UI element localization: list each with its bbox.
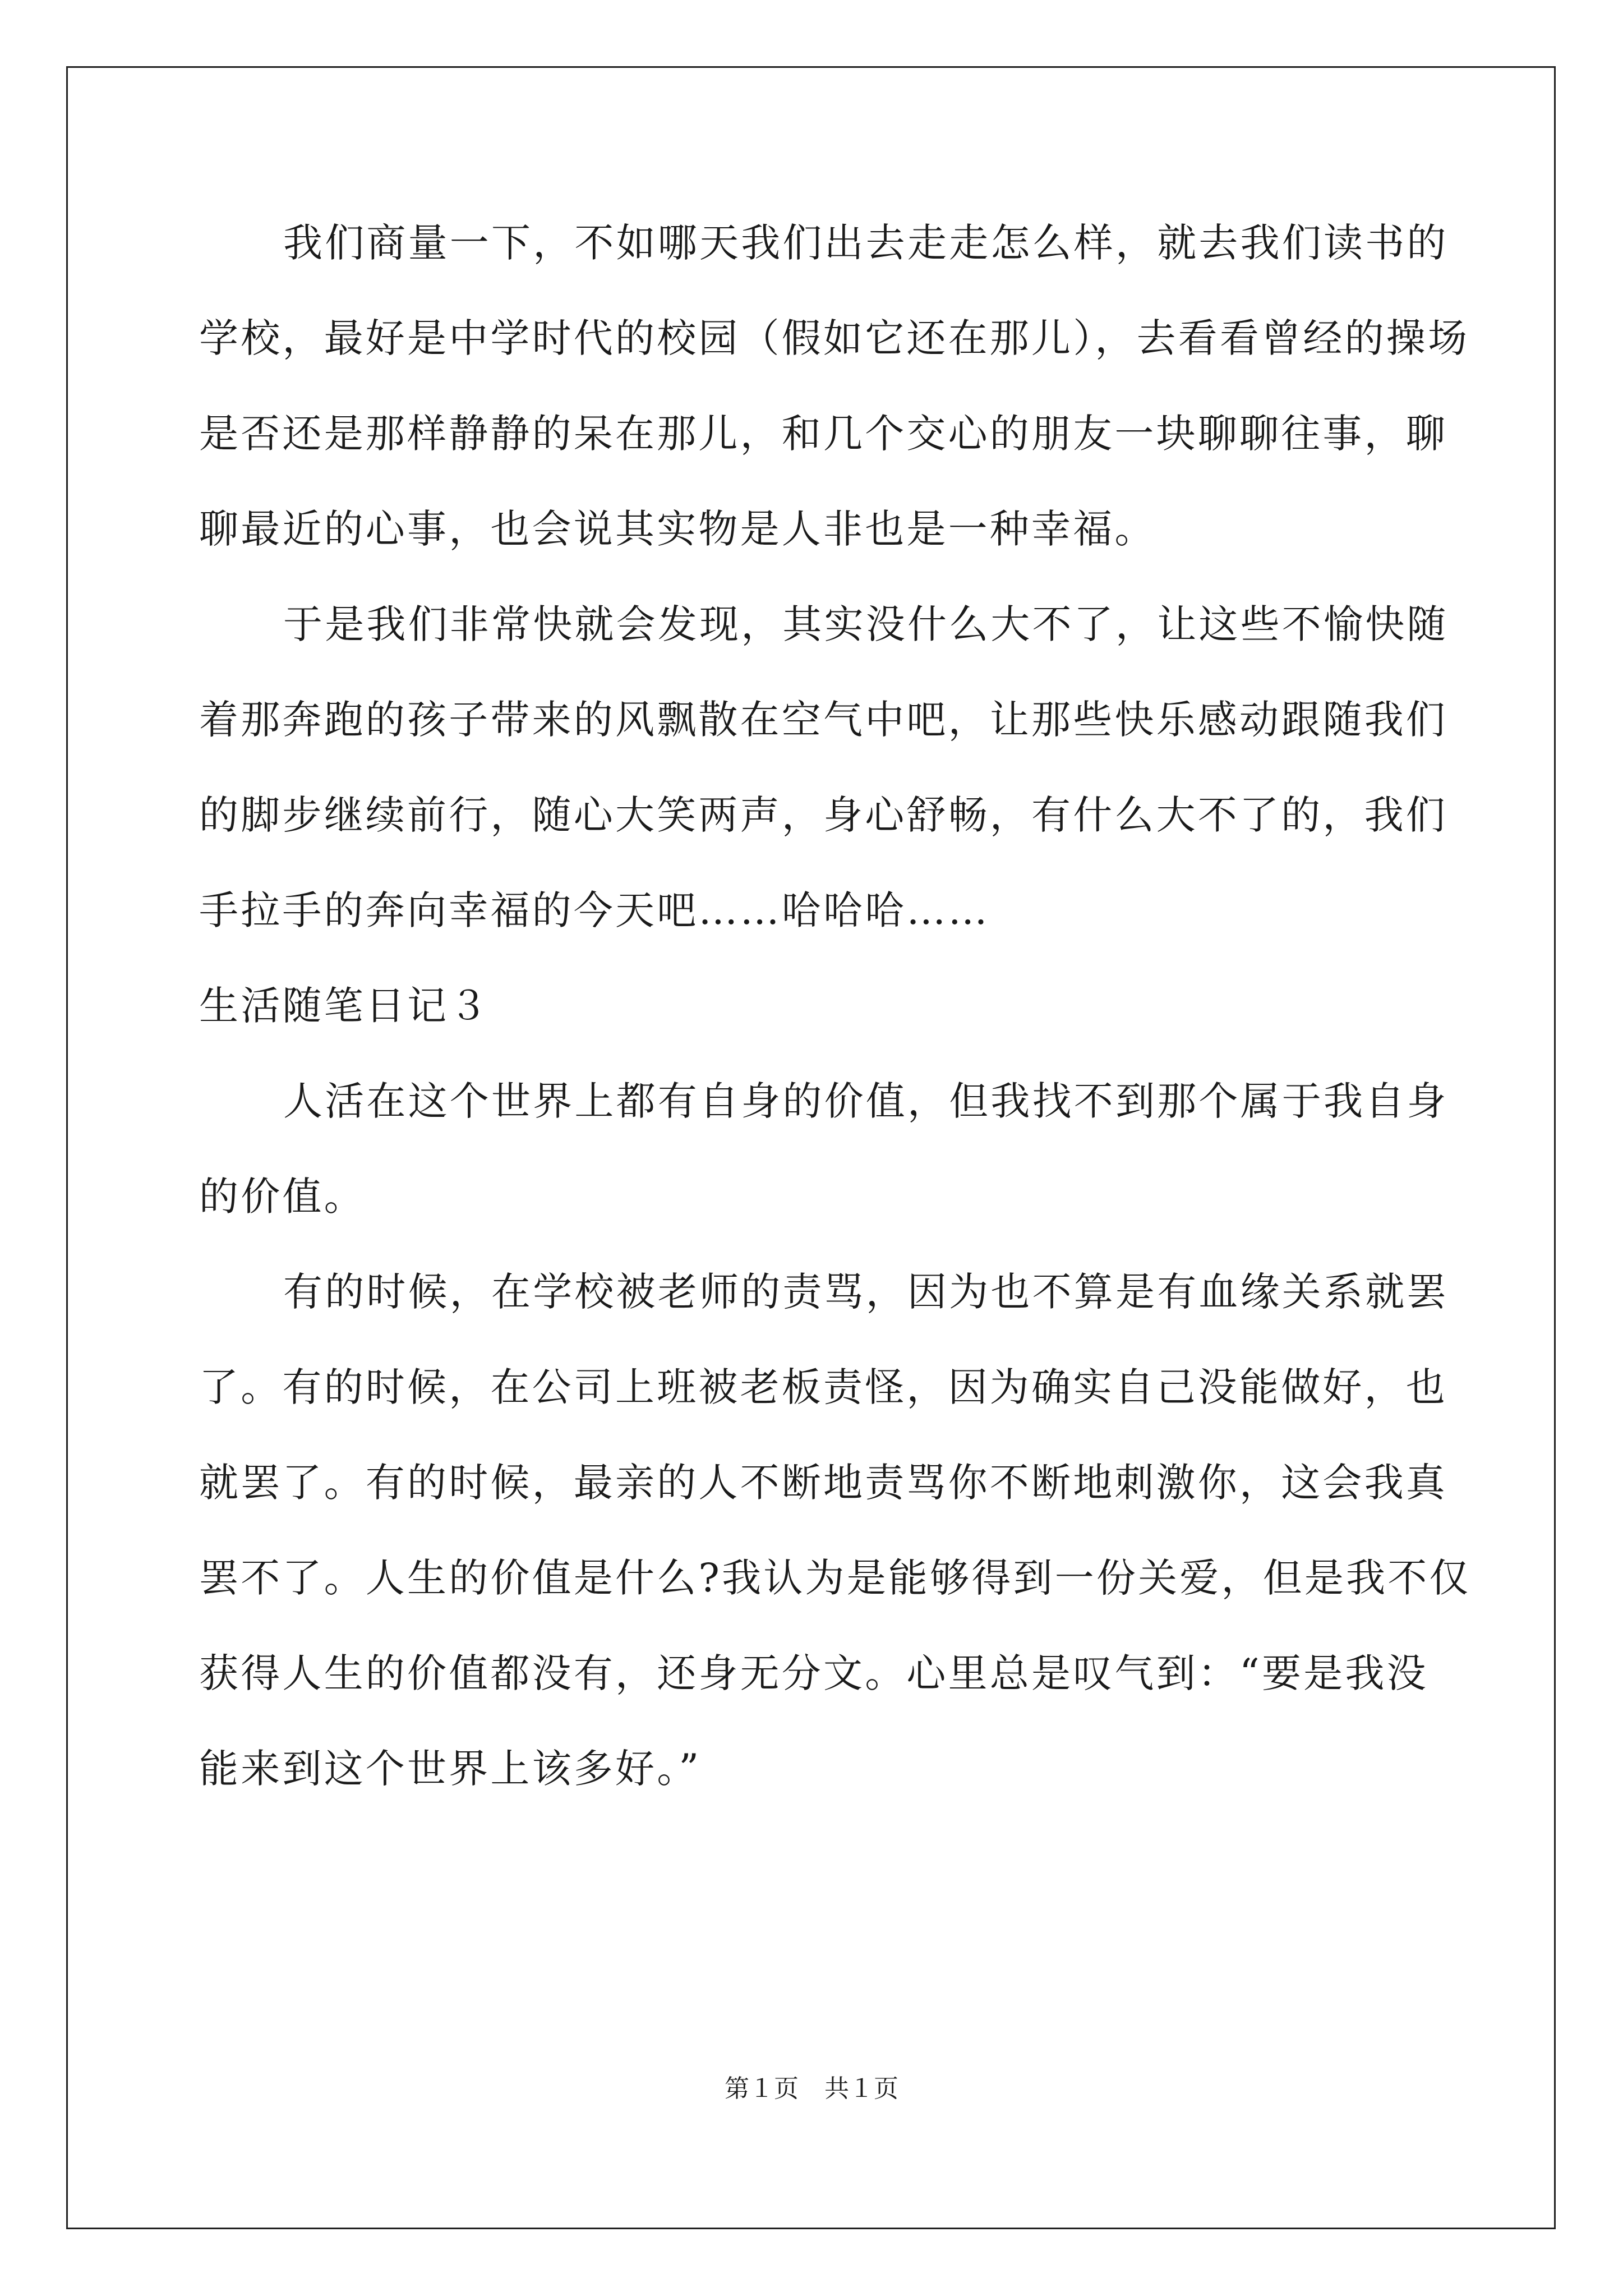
paragraph-line: 罢不了。人生的价值是什么?我认为是能够得到一份关爱，但是我不仅 — [199, 1555, 1471, 1601]
page-number: 第１页 — [725, 2074, 799, 2103]
page-border — [66, 66, 1556, 2229]
paragraph-line: 于是我们非常快就会发现，其实没什么大不了，让这些不愉快随 — [283, 601, 1449, 647]
paragraph-line: 着那奔跑的孩子带来的风飘散在空气中吧，让那些快乐感动跟随我们 — [199, 697, 1447, 743]
paragraph-line: 人活在这个世界上都有自身的价值，但我找不到那个属于我自身 — [283, 1078, 1449, 1124]
page-total: 共１页 — [824, 2074, 898, 2103]
paragraph-line: 是否还是那样静静的呆在那儿，和几个交心的朋友一块聊聊往事，聊 — [199, 411, 1447, 457]
paragraph-line: 能来到这个世界上该多好。” — [199, 1746, 702, 1792]
paragraph-line: 有的时候，在学校被老师的责骂，因为也不算是有血缘关系就罢 — [283, 1269, 1449, 1315]
paragraph-line: 聊最近的心事，也会说其实物是人非也是一种幸福。 — [199, 506, 1156, 552]
paragraph-line: 手拉手的奔向幸福的今天吧……哈哈哈…… — [199, 887, 990, 933]
paragraph-line: 的脚步继续前行，随心大笑两声，身心舒畅，有什么大不了的，我们 — [199, 792, 1447, 838]
page-footer — [0, 2072, 1623, 2106]
paragraph-line: 我们商量一下，不如哪天我们出去走走怎么样，就去我们读书的 — [283, 220, 1449, 266]
paragraph-line: 了。有的时候，在公司上班被老板责怪，因为确实自己没能做好，也 — [199, 1364, 1447, 1410]
paragraph-line: 获得人生的价值都没有，还身无分文。心里总是叹气到：“要是我没 — [199, 1650, 1428, 1696]
paragraph-line: 的价值。 — [199, 1174, 366, 1220]
section-heading: 生活随笔日记３ — [199, 983, 491, 1029]
paragraph-line: 就罢了。有的时候，最亲的人不断地责骂你不断地刺激你，这会我真 — [199, 1460, 1447, 1506]
paragraph-line: 学校，最好是中学时代的校园（假如它还在那儿），去看看曾经的操场 — [199, 315, 1470, 361]
